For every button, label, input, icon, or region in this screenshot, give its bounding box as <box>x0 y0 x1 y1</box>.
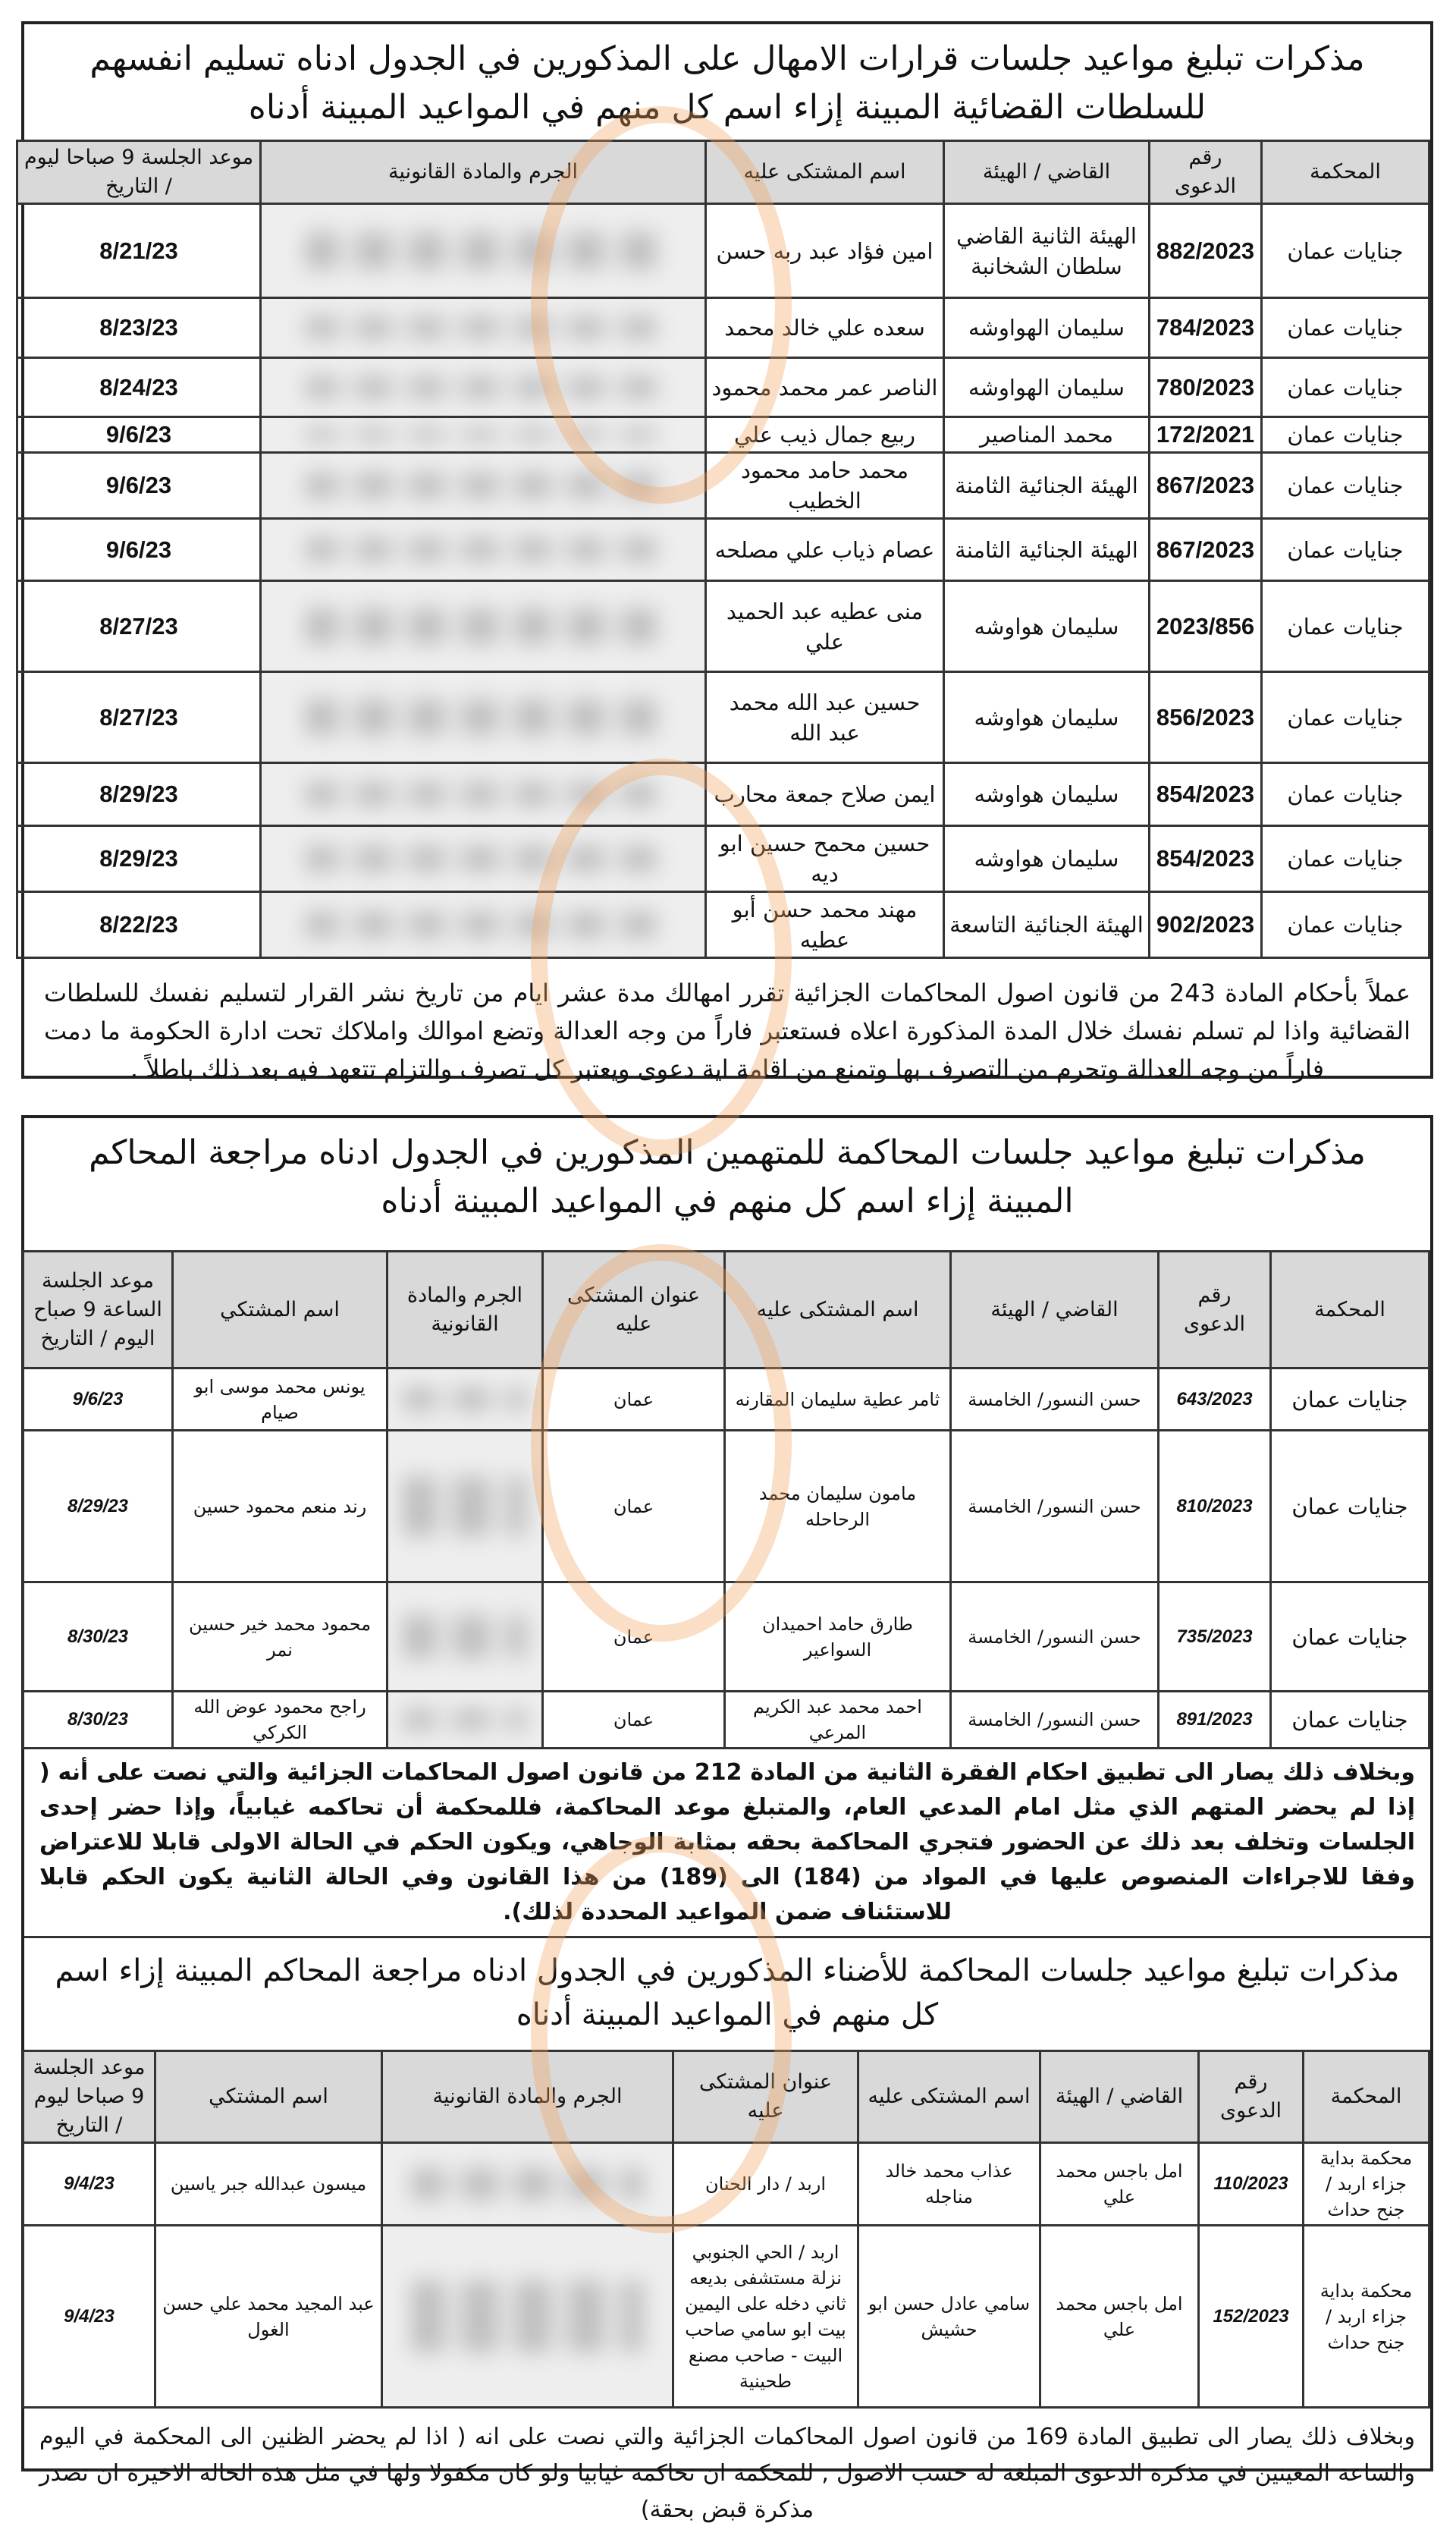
date-cell: 9/6/23 <box>17 453 261 519</box>
table-row <box>17 519 1429 581</box>
defendant-cell: حسين عبد الله محمد عبد الله <box>706 672 944 763</box>
court-cell: محكمة بداية جزاء اربد / جنح حداث <box>1304 2143 1429 2226</box>
address-cell: عمان <box>543 1692 725 1749</box>
court-cell: جنايات عمان <box>1262 453 1429 519</box>
date-cell: 9/6/23 <box>17 417 261 453</box>
case-number-cell: 780/2023 <box>1150 358 1262 417</box>
crime-cell-redacted <box>388 1582 543 1692</box>
section-trial-notices <box>21 1115 1433 2523</box>
date-cell: 8/27/23 <box>17 672 261 763</box>
header-date: موعد الجلسة 9 صباحا ليوم / التاريخ <box>17 141 261 204</box>
case-number-cell: 867/2023 <box>1150 453 1262 519</box>
date-cell: 8/29/23 <box>24 1431 173 1582</box>
court-cell: جنايات عمان <box>1262 417 1429 453</box>
complainant-cell: عبد المجيد محمد علي حسن الغول <box>155 2226 382 2408</box>
court-cell: محكمة بداية جزاء اربد / جنح حداث <box>1304 2226 1429 2408</box>
header-complainant: اسم المشتكي <box>155 2051 382 2143</box>
defendant-cell: حسين محمح حسين ابو ديه <box>706 826 944 892</box>
defendant-cell: ثامر عطية سليمان المقارنه <box>725 1368 951 1431</box>
defendant-cell: ايمن صلاح جمعة محارب <box>706 763 944 826</box>
date-cell: 8/29/23 <box>17 826 261 892</box>
crime-cell-redacted <box>261 204 706 298</box>
header-court: المحكمة <box>1304 2051 1429 2143</box>
date-cell: 9/4/23 <box>24 2143 155 2226</box>
complainant-cell: رند منعم محمود حسين <box>173 1431 388 1582</box>
defendant-cell: ربيع جمال ذيب علي <box>706 417 944 453</box>
judge-cell: سليمان هواوشه <box>944 826 1150 892</box>
defendant-cell: مامون سليمان محمد الرحاحله <box>725 1431 951 1582</box>
defendant-cell: احمد محمد عبد الكريم المرعي <box>725 1692 951 1749</box>
address-cell: عمان <box>543 1368 725 1431</box>
judge-cell: سليمان الهواوشه <box>944 358 1150 417</box>
legal-note: وبخلاف ذلك يصار الى تطبيق المادة 169 من قانون اصول المحاكمات الجزائية والتي نصت على انه ( اذا لم يحضر الظنين الى المحكمة في اليوم والساعة المعينين في مذكرة الدعوى المبلغة له حسب الاصول , للمحكمة ان تحاكمه غيابيا ولو كان مكفولا ولها في مثل هذه الحاله الاخيرة ان تصدر مذكرة قبض بحقة) <box>39 2424 1416 2523</box>
section-title: مذكرات تبليغ مواعيد جلسات قرارات الامهال على المذكورين في الجدول ادناه تسليم انفسهم للسلطات القضائية المبينة إزاء اسم كل منهم في المواعيد المبينة أدناه <box>89 39 1365 127</box>
table-row <box>17 453 1429 519</box>
defendant-cell: امين فؤاد عبد ربه حسن <box>706 204 944 298</box>
juvenile-table <box>22 2050 1430 2409</box>
case-number-cell: 882/2023 <box>1150 204 1262 298</box>
judge-cell: الهيئة الجنائية الثامنة <box>944 519 1150 581</box>
judge-cell: حسن النسور/ الخامسة <box>951 1692 1159 1749</box>
date-cell: 8/22/23 <box>17 892 261 958</box>
date-cell: 8/24/23 <box>17 358 261 417</box>
legal-note: عملاً بأحكام المادة 243 من قانون اصول المحاكمات الجزائية تقرر امهالك مدة عشر ايام من تاريخ نشر القرار لتسليم نفسك للسلطات القضائية واذا لم تسلم نفسك خلال المدة المذكورة اعلاه فستعتبر فاراً من وجه العدالة وتضع اموالك واملاكك تحت ادارة الحكومة ما دمت فاراً من وجه العدالة وتحرم من التصرف بها وتمنع من اقامة اية دعوى ويعتبر كل تصرف والتزام تتعهد فيه بعد ذلك باطلاً . <box>44 979 1411 1083</box>
case-number-cell: 891/2023 <box>1159 1692 1271 1749</box>
court-cell: جنايات عمان <box>1262 763 1429 826</box>
table-row <box>24 2226 1429 2408</box>
table-row <box>17 358 1429 417</box>
date-cell: 8/30/23 <box>24 1582 173 1692</box>
judge-cell: سليمان هواوشه <box>944 763 1150 826</box>
header-complainant: اسم المشتكي <box>173 1252 388 1368</box>
case-number-cell: 810/2023 <box>1159 1431 1271 1582</box>
header-crime: الجرم والمادة القانونية <box>388 1252 543 1368</box>
crime-cell-redacted <box>388 1431 543 1582</box>
section-deadline-notices <box>21 21 1433 1083</box>
table-row <box>24 1368 1429 1431</box>
crime-cell-redacted <box>382 2226 673 2408</box>
defendant-cell: سعده علي خالد محمد <box>706 298 944 358</box>
header-case-number: رقم الدعوى <box>1150 141 1262 204</box>
court-cell: جنايات عمان <box>1262 298 1429 358</box>
court-cell: جنايات عمان <box>1262 581 1429 672</box>
header-case-number: رقم الدعوى <box>1199 2051 1304 2143</box>
defendant-cell: منى عطيه عبد الحميد علي <box>706 581 944 672</box>
header-date: موعد الجلسة الساعة 9 صباح اليوم / التاريخ <box>24 1252 173 1368</box>
judge-cell: امل باجس محمد علي <box>1040 2143 1199 2226</box>
header-judge: القاضي / الهيئة <box>951 1252 1159 1368</box>
crime-cell-redacted <box>261 519 706 581</box>
complainant-cell: راجح محمود عوض الله الكركي <box>173 1692 388 1749</box>
judge-cell: الهيئة الثانية القاضي سلطان الشخانبة <box>944 204 1150 298</box>
section-title: مذكرات تبليغ مواعيد جلسات المحاكمة للمتهمين المذكورين في الجدول ادناه مراجعة المحاكم المبينة إزاء اسم كل منهم في المواعيد المبينة أدناه <box>89 1133 1366 1221</box>
section-title: مذكرات تبليغ مواعيد جلسات المحاكمة للأضناء المذكورين في الجدول ادناه مراجعة المحاكم المبينة إزاء اسم كل منهم في المواعيد المبينة أدناه <box>24 1936 1430 2050</box>
header-crime: الجرم والمادة القانونية <box>261 141 706 204</box>
crime-cell-redacted <box>382 2143 673 2226</box>
judge-cell: حسن النسور/ الخامسة <box>951 1582 1159 1692</box>
table-row <box>24 1582 1429 1692</box>
table-row <box>24 1431 1429 1582</box>
complainant-cell: ميسون عبدالله جبر ياسين <box>155 2143 382 2226</box>
address-cell: عمان <box>543 1582 725 1692</box>
address-cell: اربد / الحي الجنوبي نزلة مستشفى بديعه ثاني دخله على اليمين بيت ابو سامي صاحب البيت - صاحب مصنع طحينية <box>673 2226 858 2408</box>
judge-cell: امل باجس محمد علي <box>1040 2226 1199 2408</box>
court-cell: جنايات عمان <box>1271 1582 1429 1692</box>
header-date: موعد الجلسة 9 صباحا ليوم / التاريخ <box>24 2051 155 2143</box>
judge-cell: الهيئة الجنائية الثامنة <box>944 453 1150 519</box>
court-cell: جنايات عمان <box>1262 519 1429 581</box>
crime-cell-redacted <box>261 892 706 958</box>
defendant-cell: محمد حامد محمود الخطيب <box>706 453 944 519</box>
case-number-cell: 110/2023 <box>1199 2143 1304 2226</box>
date-cell: 9/4/23 <box>24 2226 155 2408</box>
case-number-cell: 735/2023 <box>1159 1582 1271 1692</box>
table-row <box>24 2143 1429 2226</box>
defendant-cell: سامي عادل حسن ابو حشيش <box>858 2226 1040 2408</box>
header-court: المحكمة <box>1262 141 1429 204</box>
table-row <box>24 1692 1429 1749</box>
date-cell: 9/6/23 <box>24 1368 173 1431</box>
table-row <box>17 763 1429 826</box>
legal-note: وبخلاف ذلك يصار الى تطبيق احكام الفقرة الثانية من المادة 212 من قانون اصول المحاكمات الجزائية والتي نصت على أنه ( إذا لم يحضر المتهم الذي مثل امام المدعي العام، والمتبلغ موعد المحاكمة، فللمحكمة أن تحاكمه غيابياً، وإذا حضر إحدى الجلسات وتخلف بعد ذلك عن الحضور فتجري المحاكمة بحقه بمثابة الوجاهي، ويكون الحكم في الحالة الاولى قابلا للاعتراض وفقا للاجراءات المنصوص عليها في المواد من (184) الى (189) من هذا القانون وفي الحالة الثانية يكون الحكم قابلا للاستئناف ضمن المواعيد المحددة لذلك). <box>39 1759 1415 1925</box>
case-number-cell: 856/2023 <box>1150 672 1262 763</box>
defendant-cell: الناصر عمر محمد محمود <box>706 358 944 417</box>
case-number-cell: 2023/856 <box>1150 581 1262 672</box>
table-row <box>17 298 1429 358</box>
header-judge: القاضي / الهيئة <box>944 141 1150 204</box>
judge-cell: الهيئة الجنائية التاسعة <box>944 892 1150 958</box>
judge-cell: سليمان هواوشه <box>944 672 1150 763</box>
judge-cell: سليمان الهواوشه <box>944 298 1150 358</box>
header-address: عنوان المشتكى عليه <box>673 2051 858 2143</box>
date-cell: 8/30/23 <box>24 1692 173 1749</box>
table-row <box>17 672 1429 763</box>
address-cell: اربد / دار الحنان <box>673 2143 858 2226</box>
crime-cell-redacted <box>261 298 706 358</box>
crime-cell-redacted <box>261 672 706 763</box>
trial-table <box>22 1250 1430 1749</box>
crime-cell-redacted <box>388 1692 543 1749</box>
header-judge: القاضي / الهيئة <box>1040 2051 1199 2143</box>
date-cell: 9/6/23 <box>17 519 261 581</box>
table-row <box>17 892 1429 958</box>
court-cell: جنايات عمان <box>1262 892 1429 958</box>
defendant-cell: عذاب محمد خالد مناجله <box>858 2143 1040 2226</box>
date-cell: 8/27/23 <box>17 581 261 672</box>
court-cell: جنايات عمان <box>1262 358 1429 417</box>
case-number-cell: 902/2023 <box>1150 892 1262 958</box>
crime-cell-redacted <box>261 581 706 672</box>
table-row <box>17 417 1429 453</box>
header-case-number: رقم الدعوى <box>1159 1252 1271 1368</box>
case-number-cell: 867/2023 <box>1150 519 1262 581</box>
court-cell: جنايات عمان <box>1271 1692 1429 1749</box>
judge-cell: حسن النسور/ الخامسة <box>951 1431 1159 1582</box>
case-number-cell: 854/2023 <box>1150 826 1262 892</box>
address-cell: عمان <box>543 1431 725 1582</box>
date-cell: 8/23/23 <box>17 298 261 358</box>
crime-cell-redacted <box>261 826 706 892</box>
court-cell: جنايات عمان <box>1271 1431 1429 1582</box>
court-cell: جنايات عمان <box>1271 1368 1429 1431</box>
case-number-cell: 643/2023 <box>1159 1368 1271 1431</box>
defendant-cell: طارق حامد احميدان السواعير <box>725 1582 951 1692</box>
header-defendant: اسم المشتكى عليه <box>725 1252 951 1368</box>
deadline-table <box>16 140 1430 959</box>
judge-cell: محمد المناصير <box>944 417 1150 453</box>
court-cell: جنايات عمان <box>1262 826 1429 892</box>
table-row <box>17 581 1429 672</box>
crime-cell-redacted <box>261 358 706 417</box>
crime-cell-redacted <box>388 1368 543 1431</box>
header-address: عنوان المشتكى عليه <box>543 1252 725 1368</box>
complainant-cell: يونس محمد موسى ابو صيام <box>173 1368 388 1431</box>
date-cell: 8/29/23 <box>17 763 261 826</box>
header-defendant: اسم المشتكى عليه <box>706 141 944 204</box>
defendant-cell: عصام ذياب علي مصلحه <box>706 519 944 581</box>
table-row <box>17 204 1429 298</box>
judge-cell: سليمان هواوشه <box>944 581 1150 672</box>
judge-cell: حسن النسور/ الخامسة <box>951 1368 1159 1431</box>
court-cell: جنايات عمان <box>1262 672 1429 763</box>
court-cell: جنايات عمان <box>1262 204 1429 298</box>
header-defendant: اسم المشتكى عليه <box>858 2051 1040 2143</box>
case-number-cell: 784/2023 <box>1150 298 1262 358</box>
defendant-cell: مهند محمد حسن أبو عطيه <box>706 892 944 958</box>
header-crime: الجرم والمادة القانونية <box>382 2051 673 2143</box>
case-number-cell: 152/2023 <box>1199 2226 1304 2408</box>
crime-cell-redacted <box>261 763 706 826</box>
complainant-cell: محمود محمد خير حسين نمر <box>173 1582 388 1692</box>
crime-cell-redacted <box>261 453 706 519</box>
table-row <box>17 826 1429 892</box>
date-cell: 8/21/23 <box>17 204 261 298</box>
header-court: المحكمة <box>1271 1252 1429 1368</box>
case-number-cell: 854/2023 <box>1150 763 1262 826</box>
case-number-cell: 172/2021 <box>1150 417 1262 453</box>
crime-cell-redacted <box>261 417 706 453</box>
